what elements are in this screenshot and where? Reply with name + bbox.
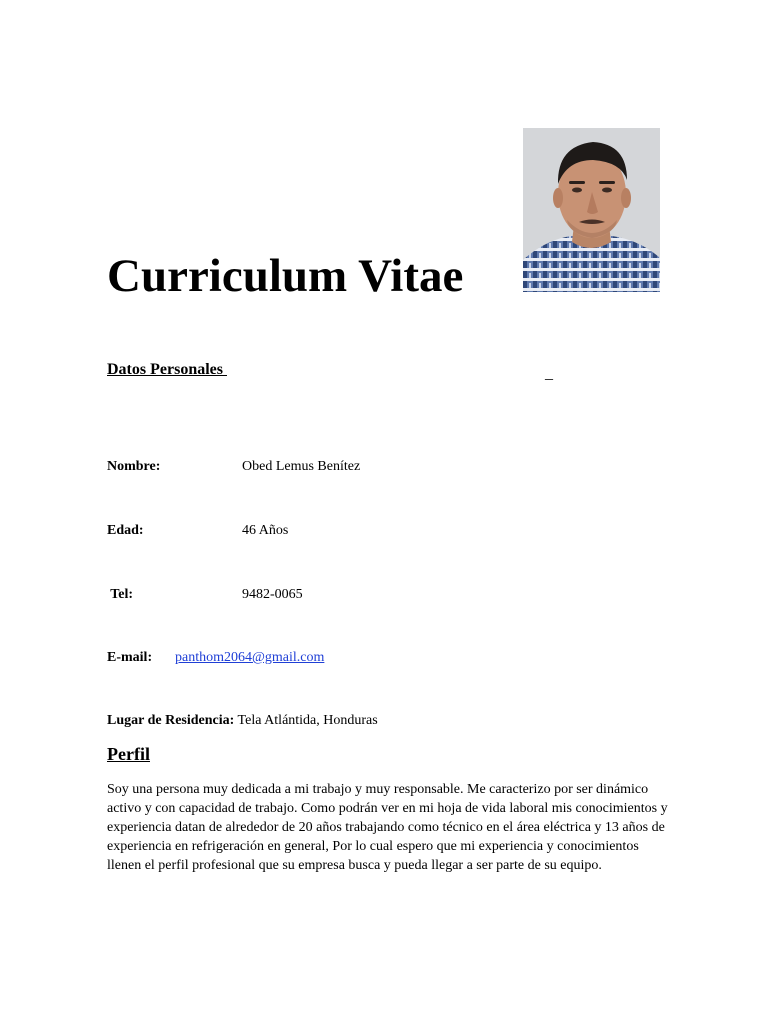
profile-line: llenen el perfil profesional que su empresa busca y pueda llegar a ser parte de su equipo.: [107, 858, 602, 873]
profile-line: activo y con capacidad de trabajo. Como podrán ver en mi hoja de vida laboral mis conocimientos y: [107, 801, 668, 816]
underscore-mark: _: [545, 365, 553, 382]
email-label: E-mail:: [107, 650, 153, 665]
personal-data-heading: Datos Personales: [107, 361, 227, 378]
profile-line: experiencia datan de alrededor de 20 años trabajando como técnico en el área eléctrica y 13 años de: [107, 820, 665, 835]
profile-heading: Perfil: [107, 744, 150, 764]
name-value: Obed Lemus Benítez: [242, 459, 361, 474]
document-title: Curriculum Vitae: [107, 250, 464, 302]
name-label: Nombre:: [107, 459, 161, 474]
residence-value: Tela Atlántida, Honduras: [234, 713, 378, 728]
residence-label: Lugar de Residencia:: [107, 713, 235, 728]
residence-row: [107, 712, 378, 730]
age-label: Edad:: [107, 523, 144, 538]
profile-line: Soy una persona muy dedicada a mi trabajo y muy responsable. Me caracterizo por ser dinámico: [107, 782, 649, 797]
profile-paragraph: [107, 780, 667, 875]
phone-value: 9482-0065: [242, 587, 303, 602]
profile-photo: [523, 128, 660, 292]
phone-label: Tel:: [107, 587, 134, 602]
email-link[interactable]: panthom2064@gmail.com: [175, 650, 325, 665]
age-value: 46 Años: [242, 523, 289, 538]
profile-line: experiencia en refrigeración en general, Por lo cual espero que mi experiencia y conocimientos: [107, 839, 639, 854]
